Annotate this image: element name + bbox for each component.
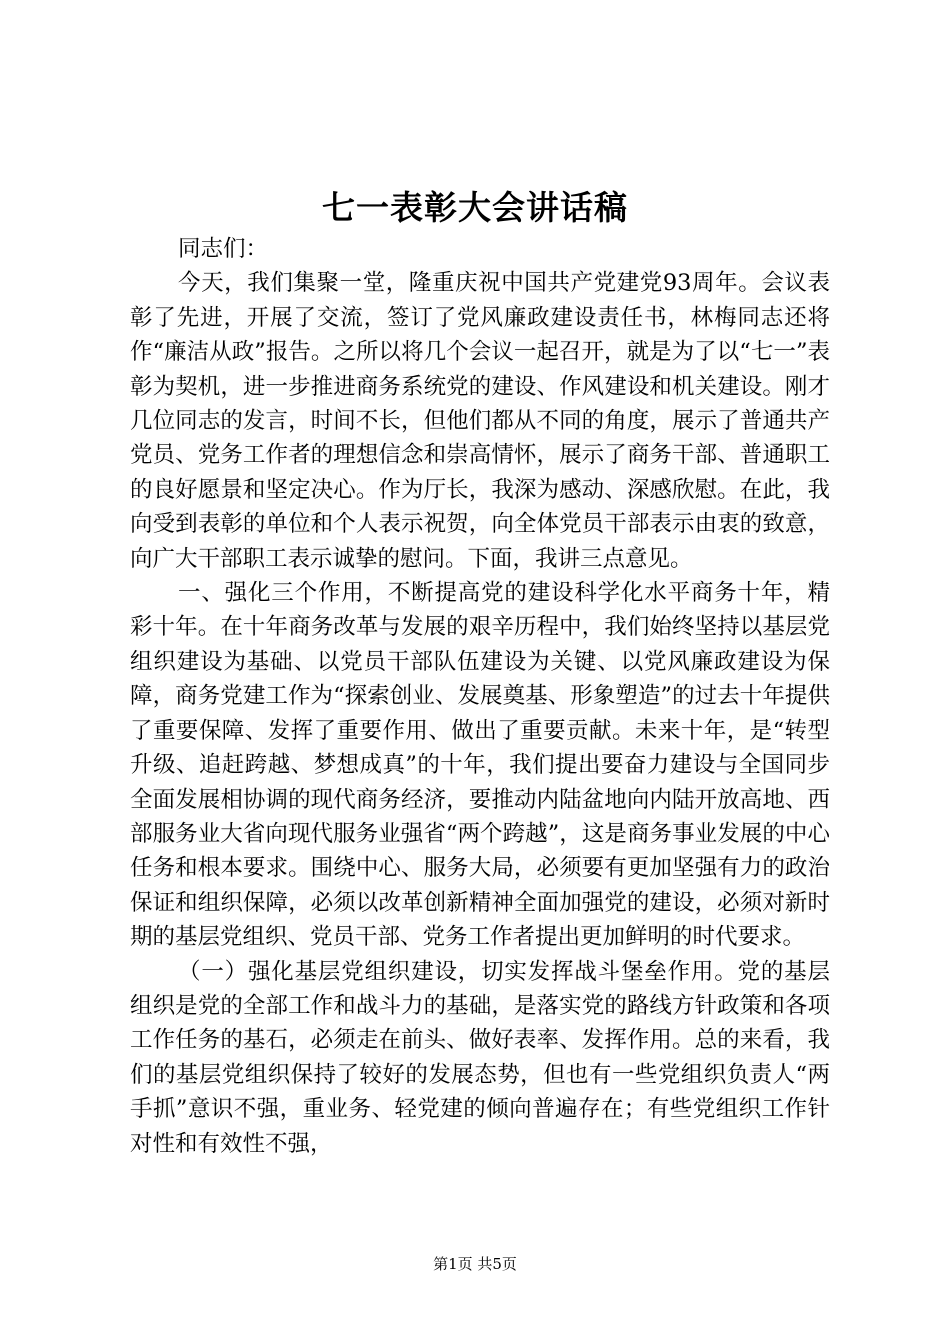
salutation: 同志们： [178,236,269,262]
page-number-footer: 第1页 共5页 [433,1255,517,1273]
document-body [130,232,830,1161]
paragraph-subsection-one: （一）强化基层党组织建设，切实发挥战斗堡垒作用。党的基层组织是党的全部工作和战斗力的基础，是落实党的路线方针政策和各项工作任务的基石，必须走在前头、做好表率、发挥作用。总的来看，我们的基层党组织保持了较好的发展态势，但也有一些党组织负责人“两手抓”意识不强，重业务、轻党建的倾向普遍存在；有些党组织工作针对性和有效性不强， [130,958,830,1157]
paragraph-section-one: 一、强化三个作用，不断提高党的建设科学化水平商务十年，精彩十年。在十年商务改革与发展的艰辛历程中，我们始终坚持以基层党组织建设为基础、以党员干部队伍建设为关键、以党风廉政建设为保障，商务党建工作为“探索创业、发展奠基、形象塑造”的过去十年提供了重要保障、发挥了重要作用、做出了重要贡献。未来十年，是“转型升级、追赶跨越、梦想成真”的十年，我们提出要奋力建设与全国同步全面发展相协调的现代商务经济，要推动内陆盆地向内陆开放高地、西部服务业大省向现代服务业强省“两个跨越”，这是商务事业发展的中心任务和根本要求。围绕中心、服务大局，必须要有更加坚强有力的政治保证和组织保障，必须以改革创新精神全面加强党的建设，必须对新时期的基层党组织、党员干部、党务工作者提出更加鲜明的时代要求。 [130,580,830,951]
document-title: 七一表彰大会讲话稿 [322,188,628,227]
paragraph-opening: 今天，我们集聚一堂，隆重庆祝中国共产党建党93周年。会议表彰了先进，开展了交流，签订了党风廉政建设责任书，林梅同志还将作“廉洁从政”报告。之所以将几个会议一起召开，就是为了以“七一”表彰为契机，进一步推进商务系统党的建设、作风建设和机关建设。刚才几位同志的发言，时间不长，但他们都从不同的角度，展示了普通共产党员、党务工作者的理想信念和崇高情怀，展示了商务干部、普通职工的良好愿景和坚定决心。作为厅长，我深为感动、深感欣慰。在此，我向受到表彰的单位和个人表示祝贺，向全体党员干部表示由衷的致意，向广大干部职工表示诚挚的慰问。下面，我讲三点意见。 [130,270,830,572]
